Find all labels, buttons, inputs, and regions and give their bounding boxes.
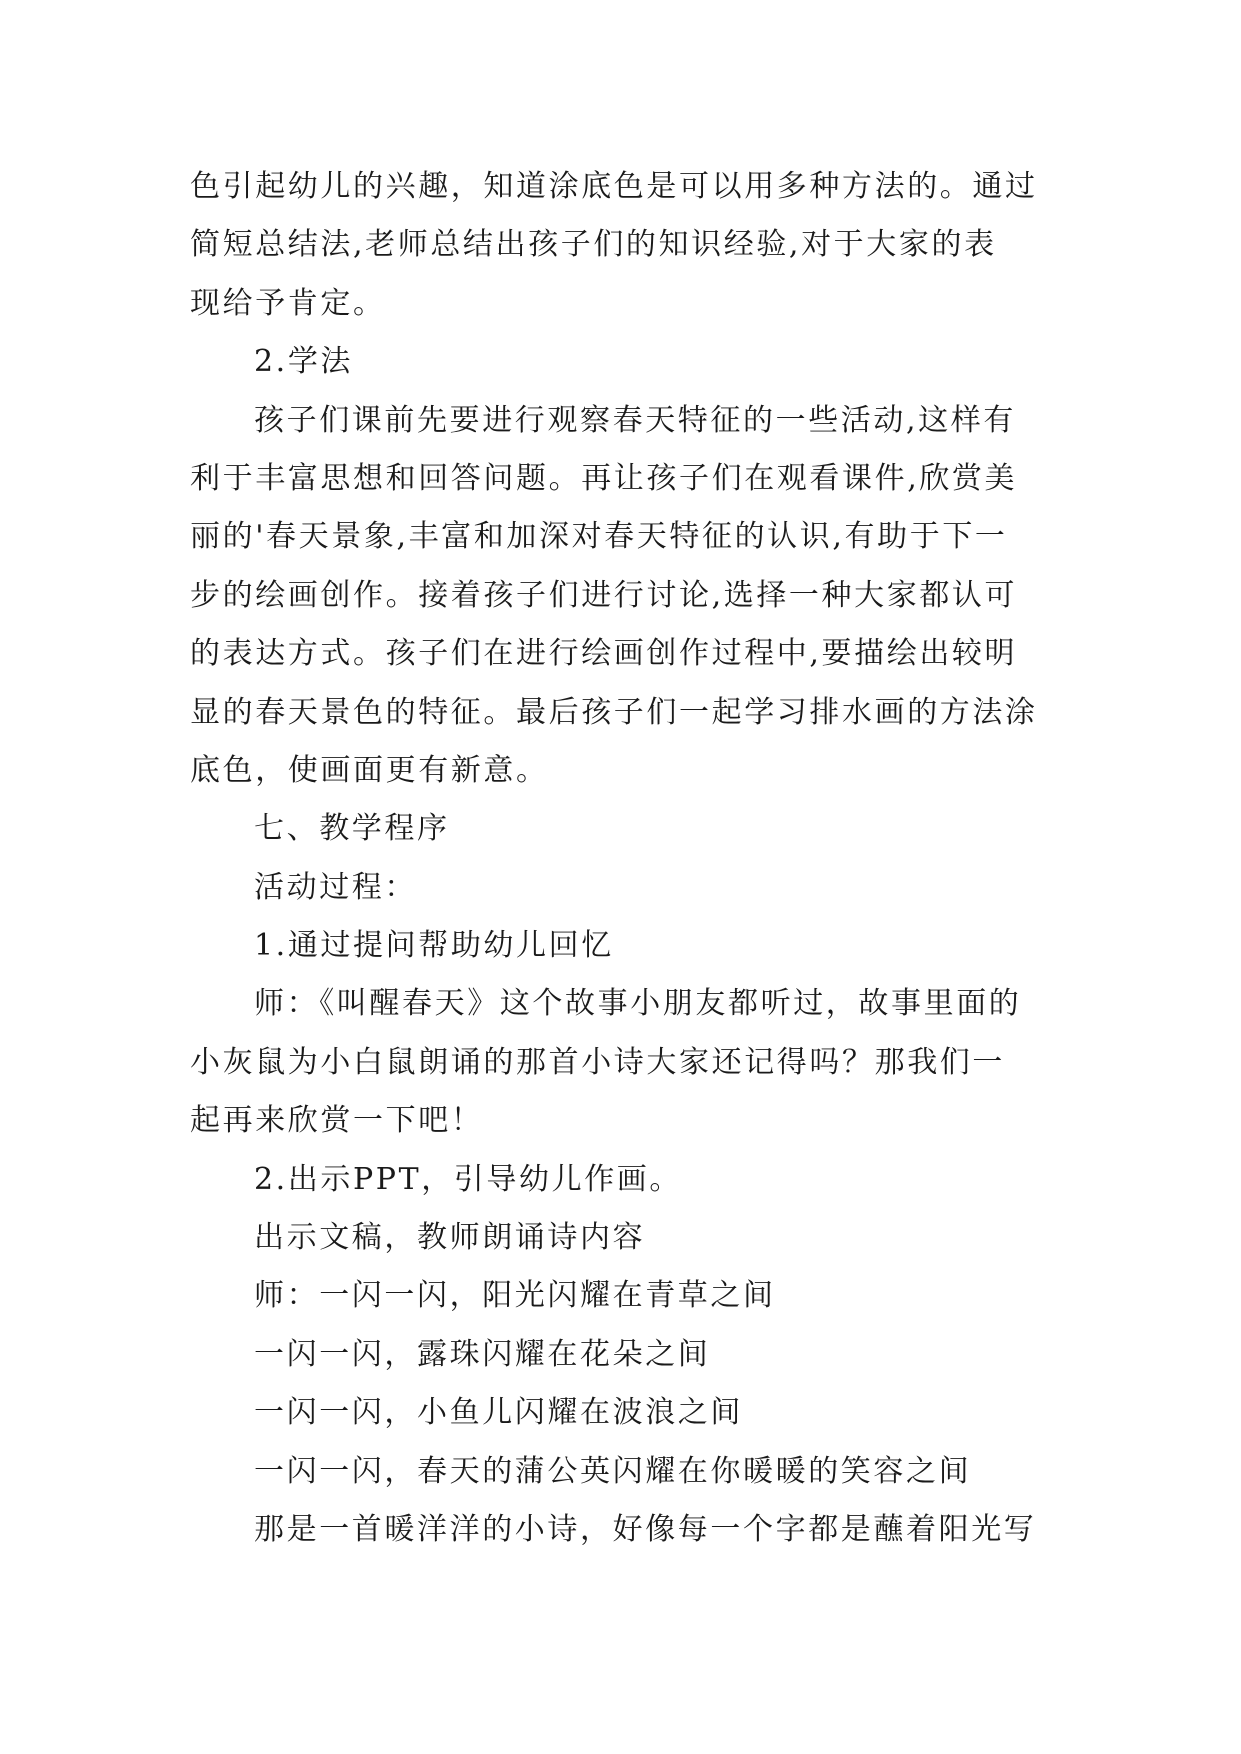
text-line: 一闪一闪，小鱼儿闪耀在波浪之间 (254, 1395, 743, 1431)
text-line: 起再来欣赏一下吧！ (190, 1103, 484, 1139)
text-line: 2.出示PPT，引导幼儿作画。 (254, 1161, 683, 1197)
document-body (190, 158, 1052, 1559)
text-line: 一闪一闪，春天的蒲公英闪耀在你暖暖的笑容之间 (254, 1453, 972, 1489)
text-line: 显的春天景色的特征。最后孩子们一起学习排水画的方法涂 (190, 694, 1038, 730)
text-line: 底色，使画面更有新意。 (190, 752, 549, 788)
text-line: 的表达方式。孩子们在进行绘画创作过程中,要描绘出较明 (190, 636, 1018, 672)
text-line: 一闪一闪，露珠闪耀在花朵之间 (254, 1336, 711, 1372)
text-line: 活动过程： (254, 869, 417, 905)
text-line: 丽的'春天景象,丰富和加深对春天特征的认识,有助于下一 (190, 519, 1008, 555)
text-line: 那是一首暖洋洋的小诗，好像每一个字都是蘸着阳光写 (254, 1511, 1037, 1547)
text-line: 2.学法 (254, 344, 354, 380)
text-line: 小灰鼠为小白鼠朗诵的那首小诗大家还记得吗？那我们一 (190, 1044, 1005, 1080)
text-line: 七、教学程序 (254, 811, 450, 847)
text-line: 简短总结法,老师总结出孩子们的知识经验,对于大家的表 (190, 227, 997, 263)
text-line: 孩子们课前先要进行观察春天特征的一些活动,这样有 (254, 402, 1016, 438)
text-line: 现给予肯定。 (190, 285, 386, 321)
text-line: 出示文稿，教师朗诵诗内容 (254, 1220, 646, 1256)
text-line: 师：一闪一闪，阳光闪耀在青草之间 (254, 1278, 776, 1314)
text-line: 师：《叫醒春天》这个故事小朋友都听过，故事里面的 (254, 986, 1022, 1022)
text-line: 利于丰富思想和回答问题。再让孩子们在观看课件,欣赏美 (190, 460, 1018, 496)
text-line: 色引起幼儿的兴趣，知道涂底色是可以用多种方法的。通过 (190, 169, 1038, 204)
text-line: 1.通过提问帮助幼儿回忆 (254, 928, 614, 964)
text-line: 步的绘画创作。接着孩子们进行讨论,选择一种大家都认可 (190, 577, 1018, 613)
